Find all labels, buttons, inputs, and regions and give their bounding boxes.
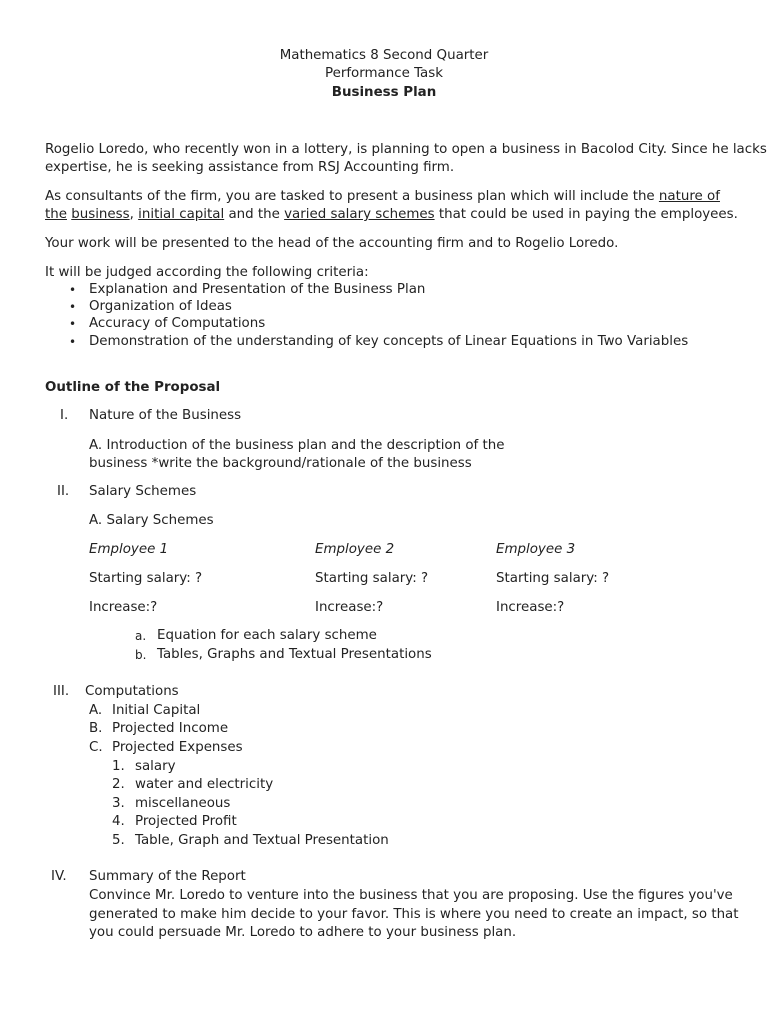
p2-comma: , xyxy=(129,207,139,222)
criteria-text: Explanation and Presentation of the Business Plan xyxy=(89,282,426,297)
sub-text-a: Equation for each salary scheme xyxy=(157,628,377,643)
section-4-title: Summary of the Report xyxy=(89,869,246,884)
criteria-text: Organization of Ideas xyxy=(89,299,232,314)
bullet-icon: • xyxy=(69,317,77,331)
section-3-number: III. xyxy=(53,684,70,699)
section-3-letter-a-text: Initial Capital xyxy=(112,703,201,718)
intro-paragraph-1-line-1: Rogelio Loredo, who recently won in a lottery, is planning to open a business in Bacolod City. Since he lacks xyxy=(45,142,767,157)
section-3-num-3-mark: 3. xyxy=(112,796,125,811)
p2-underline-the: the xyxy=(45,207,67,222)
outline-heading: Outline of the Proposal xyxy=(45,380,221,395)
p2-underline-salary-schemes: varied salary schemes xyxy=(284,207,435,222)
section-3-num-5-text: Table, Graph and Textual Presentation xyxy=(135,833,389,848)
p2-underline-initial-capital: initial capital xyxy=(138,207,225,222)
sub-mark-a: a. xyxy=(135,629,147,643)
intro-paragraph-3: Your work will be presented to the head of the accounting firm and to Rogelio Loredo. xyxy=(45,236,619,251)
section-1-a-line-2: business *write the background/rationale of the business xyxy=(89,456,472,471)
section-2-title: Salary Schemes xyxy=(89,484,197,499)
employee-3-increase: Increase:? xyxy=(496,600,565,615)
employee-3-start: Starting salary: ? xyxy=(496,571,610,586)
section-1-title: Nature of the Business xyxy=(89,408,242,423)
section-3-num-3-text: miscellaneous xyxy=(135,796,231,811)
task-type-line: Performance Task xyxy=(324,66,443,81)
bullet-icon: • xyxy=(69,283,77,297)
section-3-num-5-mark: 5. xyxy=(112,833,125,848)
bullet-icon: • xyxy=(69,300,77,314)
criteria-text: Demonstration of the understanding of key concepts of Linear Equations in Two Variables xyxy=(89,334,689,349)
employee-1-name: Employee 1 xyxy=(89,542,169,557)
bullet-icon: • xyxy=(69,335,77,349)
sub-mark-b: b. xyxy=(135,648,147,662)
section-4-line-3: you could persuade Mr. Loredo to adhere to your business plan. xyxy=(89,925,517,940)
p2-text: As consultants of the firm, you are tasked to present a business plan which will include the xyxy=(45,189,659,204)
p2-underline-nature: nature of xyxy=(658,189,720,204)
section-3-letter-c-text: Projected Expenses xyxy=(112,740,243,755)
section-3-num-1-mark: 1. xyxy=(112,759,125,774)
section-3-num-2-text: water and electricity xyxy=(135,777,274,792)
intro-paragraph-1-line-2: expertise, he is seeking assistance from RSJ Accounting firm. xyxy=(45,160,455,175)
employee-1-start: Starting salary: ? xyxy=(89,571,203,586)
section-3-num-2-mark: 2. xyxy=(112,777,125,792)
section-2-number: II. xyxy=(57,484,70,499)
intro-paragraph-2-line-1 xyxy=(45,188,720,206)
section-3-letter-b-text: Projected Income xyxy=(112,721,229,736)
section-3-num-1-text: salary xyxy=(135,759,176,774)
p2-and: and the xyxy=(224,207,285,222)
section-3-num-4-text: Projected Profit xyxy=(135,814,237,829)
section-4-line-2: generated to make him decide to your favor. This is where you need to create an impact, so that xyxy=(89,907,739,922)
sub-text-b: Tables, Graphs and Textual Presentations xyxy=(157,647,432,662)
employee-1-increase: Increase:? xyxy=(89,600,158,615)
section-3-title: Computations xyxy=(85,684,179,699)
employee-2-name: Employee 2 xyxy=(315,542,395,557)
employee-3-name: Employee 3 xyxy=(496,542,576,557)
employee-2-start: Starting salary: ? xyxy=(315,571,429,586)
intro-paragraph-2-line-2 xyxy=(45,206,738,224)
section-1-number: I. xyxy=(60,408,69,423)
p2-end: that could be used in paying the employees. xyxy=(434,207,738,222)
section-3-letter-b-mark: B. xyxy=(89,721,103,736)
criteria-text: Accuracy of Computations xyxy=(89,316,266,331)
section-3-num-4-mark: 4. xyxy=(112,814,125,829)
subject-line: Mathematics 8 Second Quarter xyxy=(279,48,489,63)
p2-underline-business: business xyxy=(71,207,130,222)
section-4-line-1: Convince Mr. Loredo to venture into the business that you are proposing. Use the figures you've xyxy=(89,888,733,903)
section-3-letter-a-mark: A. xyxy=(89,703,103,718)
employee-2-increase: Increase:? xyxy=(315,600,384,615)
section-1-a-line-1: A. Introduction of the business plan and the description of the xyxy=(89,438,505,453)
criteria-intro: It will be judged according the following criteria: xyxy=(45,265,369,280)
document-title: Business Plan xyxy=(331,85,437,100)
section-3-letter-c-mark: C. xyxy=(89,740,103,755)
section-2-a: A. Salary Schemes xyxy=(89,513,214,528)
section-4-number: IV. xyxy=(51,869,67,884)
